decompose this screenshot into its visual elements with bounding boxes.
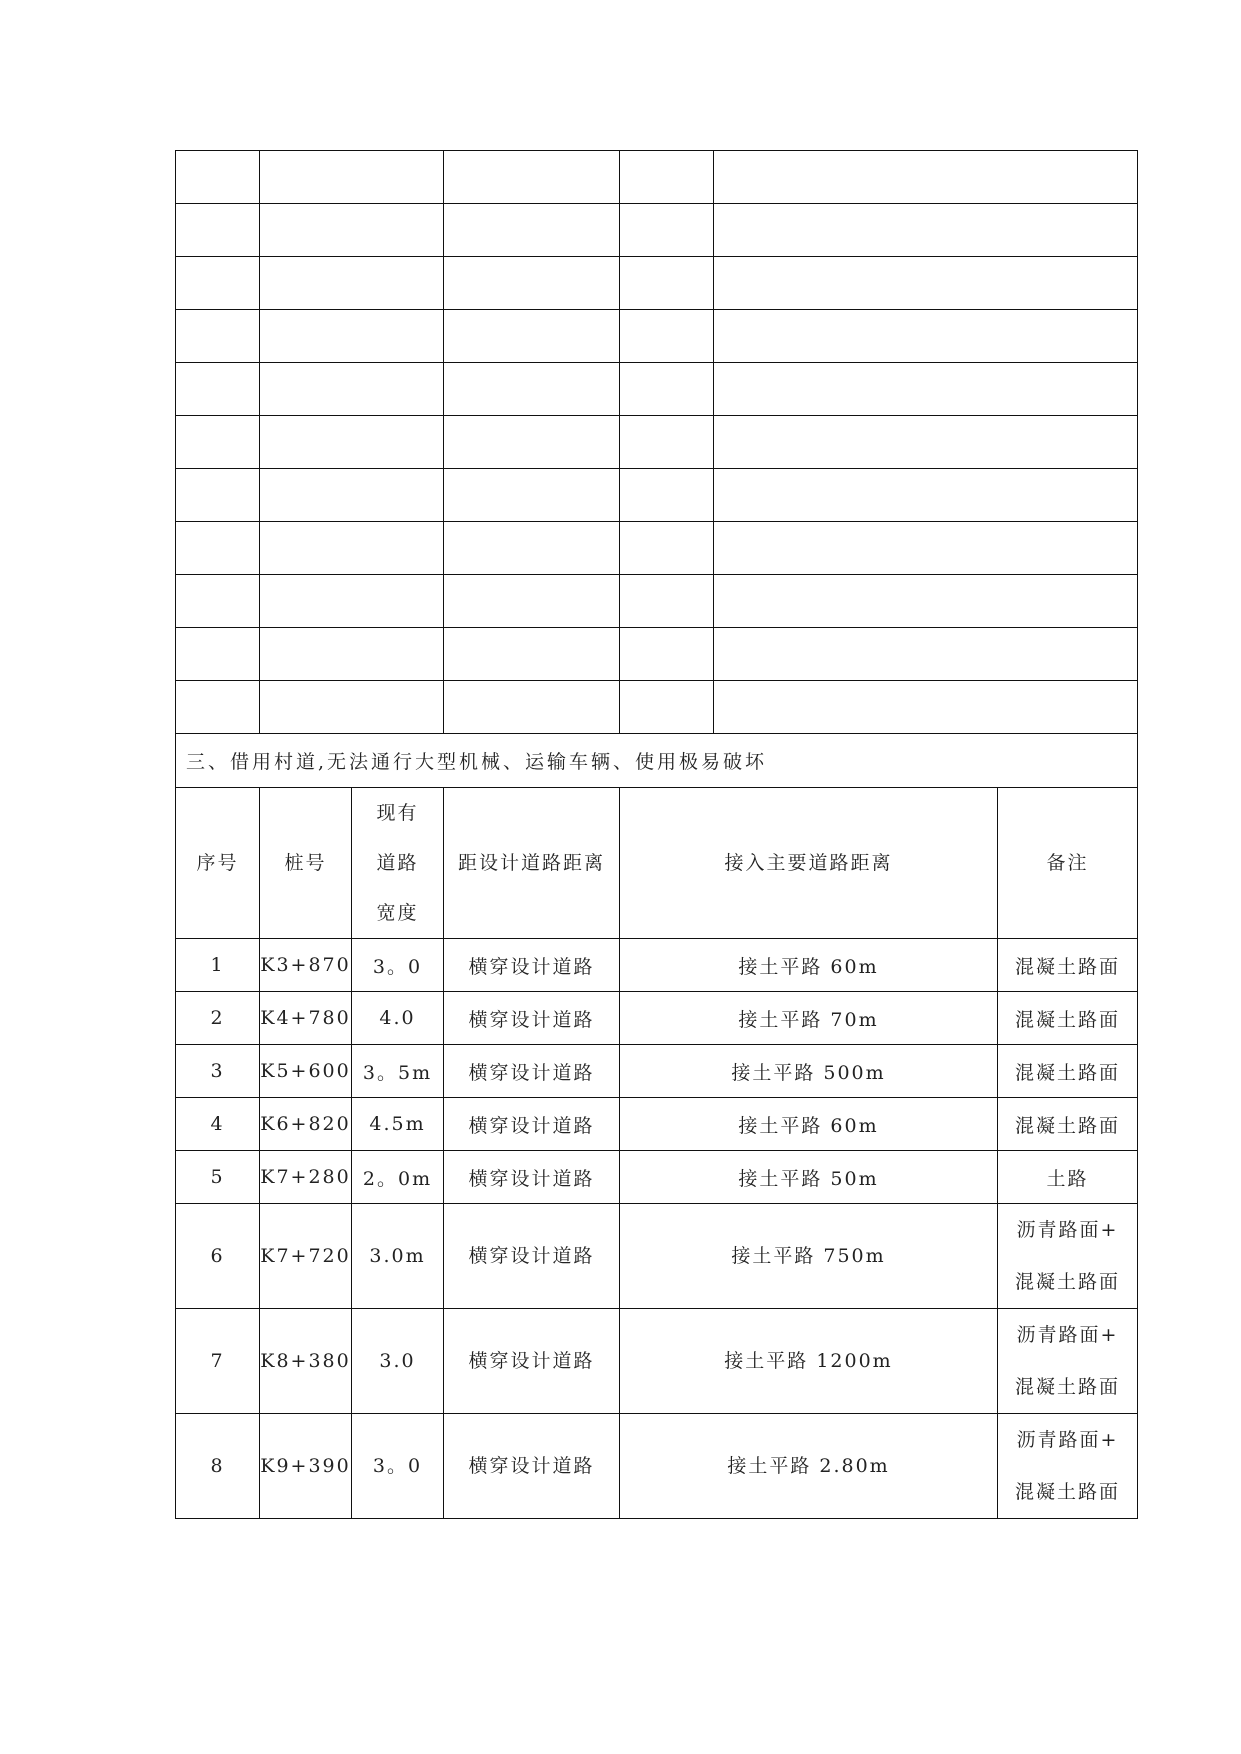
cell-dist-main: 接土平路 70m	[620, 992, 998, 1045]
cell-dist-main: 接土平路 1200m	[620, 1309, 998, 1414]
cell-width: 3。5m	[352, 1045, 444, 1098]
blank-cell	[260, 257, 444, 310]
cell-seq: 3	[176, 1045, 260, 1098]
cell-stake: K7+280	[260, 1151, 352, 1204]
blank-cell	[444, 257, 620, 310]
blank-cell	[620, 416, 714, 469]
table-row	[176, 1151, 1138, 1204]
section-title: 三、借用村道,无法通行大型机械、运输车辆、使用极易破坏	[176, 734, 1138, 788]
blank-cell	[444, 681, 620, 734]
header-note: 备注	[998, 788, 1138, 939]
blank-cell	[260, 469, 444, 522]
header-stake: 桩号	[260, 788, 352, 939]
cell-stake: K4+780	[260, 992, 352, 1045]
table-row	[176, 1098, 1138, 1151]
blank-cell	[714, 310, 1138, 363]
blank-row	[176, 416, 1138, 469]
blank-cell	[620, 681, 714, 734]
cell-dist-main: 接土平路 50m	[620, 1151, 998, 1204]
blank-cell	[620, 628, 714, 681]
cell-note: 土路	[998, 1151, 1138, 1204]
blank-cell	[620, 151, 714, 204]
blank-cell	[176, 416, 260, 469]
header-width	[352, 788, 444, 939]
header-seq: 序号	[176, 788, 260, 939]
cell-stake: K5+600	[260, 1045, 352, 1098]
blank-cell	[176, 522, 260, 575]
cell-dist-design: 横穿设计道路	[444, 1045, 620, 1098]
blank-row	[176, 522, 1138, 575]
cell-seq: 2	[176, 992, 260, 1045]
cell-width: 4.5m	[352, 1098, 444, 1151]
blank-cell	[714, 469, 1138, 522]
cell-stake: K9+390	[260, 1414, 352, 1519]
cell-stake: K7+720	[260, 1204, 352, 1309]
cell-seq: 4	[176, 1098, 260, 1151]
blank-cell	[620, 469, 714, 522]
blank-cell	[714, 416, 1138, 469]
blank-row	[176, 363, 1138, 416]
cell-note: 混凝土路面	[998, 939, 1138, 992]
header-row	[176, 788, 1138, 939]
blank-cell	[714, 257, 1138, 310]
cell-dist-design: 横穿设计道路	[444, 1098, 620, 1151]
cell-dist-main: 接土平路 750m	[620, 1204, 998, 1309]
blank-row	[176, 151, 1138, 204]
cell-width: 4.0	[352, 992, 444, 1045]
cell-dist-design: 横穿设计道路	[444, 1151, 620, 1204]
cell-seq: 8	[176, 1414, 260, 1519]
blank-cell	[260, 151, 444, 204]
blank-row	[176, 310, 1138, 363]
section-title-row	[176, 734, 1138, 788]
cell-dist-design: 横穿设计道路	[444, 992, 620, 1045]
blank-row	[176, 575, 1138, 628]
blank-cell	[260, 363, 444, 416]
blank-cell	[444, 204, 620, 257]
blank-cell	[444, 151, 620, 204]
cell-width: 3.0m	[352, 1204, 444, 1309]
header-dist-design: 距设计道路距离	[444, 788, 620, 939]
blank-cell	[620, 310, 714, 363]
blank-cell	[176, 681, 260, 734]
cell-width: 3.0	[352, 1309, 444, 1414]
cell-note: 沥青路面+ 混凝土路面	[998, 1204, 1138, 1309]
cell-stake: K6+820	[260, 1098, 352, 1151]
cell-seq: 7	[176, 1309, 260, 1414]
cell-note: 混凝土路面	[998, 992, 1138, 1045]
cell-dist-design: 横穿设计道路	[444, 1204, 620, 1309]
cell-note: 混凝土路面	[998, 1098, 1138, 1151]
blank-cell	[444, 628, 620, 681]
blank-cell	[176, 575, 260, 628]
blank-cell	[444, 469, 620, 522]
blank-cell	[176, 257, 260, 310]
table-row	[176, 1309, 1138, 1414]
blank-cell	[260, 628, 444, 681]
cell-dist-design: 横穿设计道路	[444, 939, 620, 992]
cell-width: 3。0	[352, 939, 444, 992]
blank-cell	[444, 363, 620, 416]
blank-cell	[714, 522, 1138, 575]
cell-seq: 1	[176, 939, 260, 992]
cell-dist-main: 接土平路 500m	[620, 1045, 998, 1098]
cell-seq: 6	[176, 1204, 260, 1309]
header-width-label: 现有道路宽度	[376, 802, 419, 924]
blank-row	[176, 628, 1138, 681]
cell-dist-main: 接土平路 2.80m	[620, 1414, 998, 1519]
table-row	[176, 992, 1138, 1045]
blank-row	[176, 257, 1138, 310]
blank-cell	[260, 416, 444, 469]
cell-dist-design: 横穿设计道路	[444, 1414, 620, 1519]
blank-cell	[620, 575, 714, 628]
blank-cell	[444, 522, 620, 575]
blank-cell	[444, 416, 620, 469]
cell-dist-main: 接土平路 60m	[620, 939, 998, 992]
cell-dist-design: 横穿设计道路	[444, 1309, 620, 1414]
table-row	[176, 939, 1138, 992]
blank-cell	[176, 204, 260, 257]
blank-cell	[176, 363, 260, 416]
cell-width: 2。0m	[352, 1151, 444, 1204]
blank-cell	[176, 310, 260, 363]
blank-cell	[176, 628, 260, 681]
blank-cell	[260, 575, 444, 628]
table-row	[176, 1204, 1138, 1309]
blank-row	[176, 681, 1138, 734]
blank-cell	[714, 681, 1138, 734]
blank-cell	[260, 310, 444, 363]
blank-cell	[260, 681, 444, 734]
blank-cell	[176, 151, 260, 204]
blank-cell	[714, 151, 1138, 204]
cell-note: 混凝土路面	[998, 1045, 1138, 1098]
blank-cell	[620, 204, 714, 257]
cell-dist-main: 接土平路 60m	[620, 1098, 998, 1151]
blank-cell	[444, 310, 620, 363]
cell-stake: K8+380	[260, 1309, 352, 1414]
blank-cell	[176, 469, 260, 522]
blank-cell	[714, 204, 1138, 257]
blank-cell	[714, 363, 1138, 416]
blank-cell	[444, 575, 620, 628]
blank-row	[176, 469, 1138, 522]
header-dist-main: 接入主要道路距离	[620, 788, 998, 939]
blank-cell	[714, 628, 1138, 681]
blank-cell	[260, 522, 444, 575]
blank-cell	[620, 522, 714, 575]
cell-seq: 5	[176, 1151, 260, 1204]
cell-stake: K3+870	[260, 939, 352, 992]
table-row	[176, 1045, 1138, 1098]
blank-cell	[714, 575, 1138, 628]
blank-row	[176, 204, 1138, 257]
blank-cell	[260, 204, 444, 257]
cell-note: 沥青路面+ 混凝土路面	[998, 1309, 1138, 1414]
road-table	[175, 150, 1138, 1519]
blank-cell	[620, 257, 714, 310]
table-row	[176, 1414, 1138, 1519]
blank-cell	[620, 363, 714, 416]
cell-width: 3。0	[352, 1414, 444, 1519]
cell-note: 沥青路面+ 混凝土路面	[998, 1414, 1138, 1519]
